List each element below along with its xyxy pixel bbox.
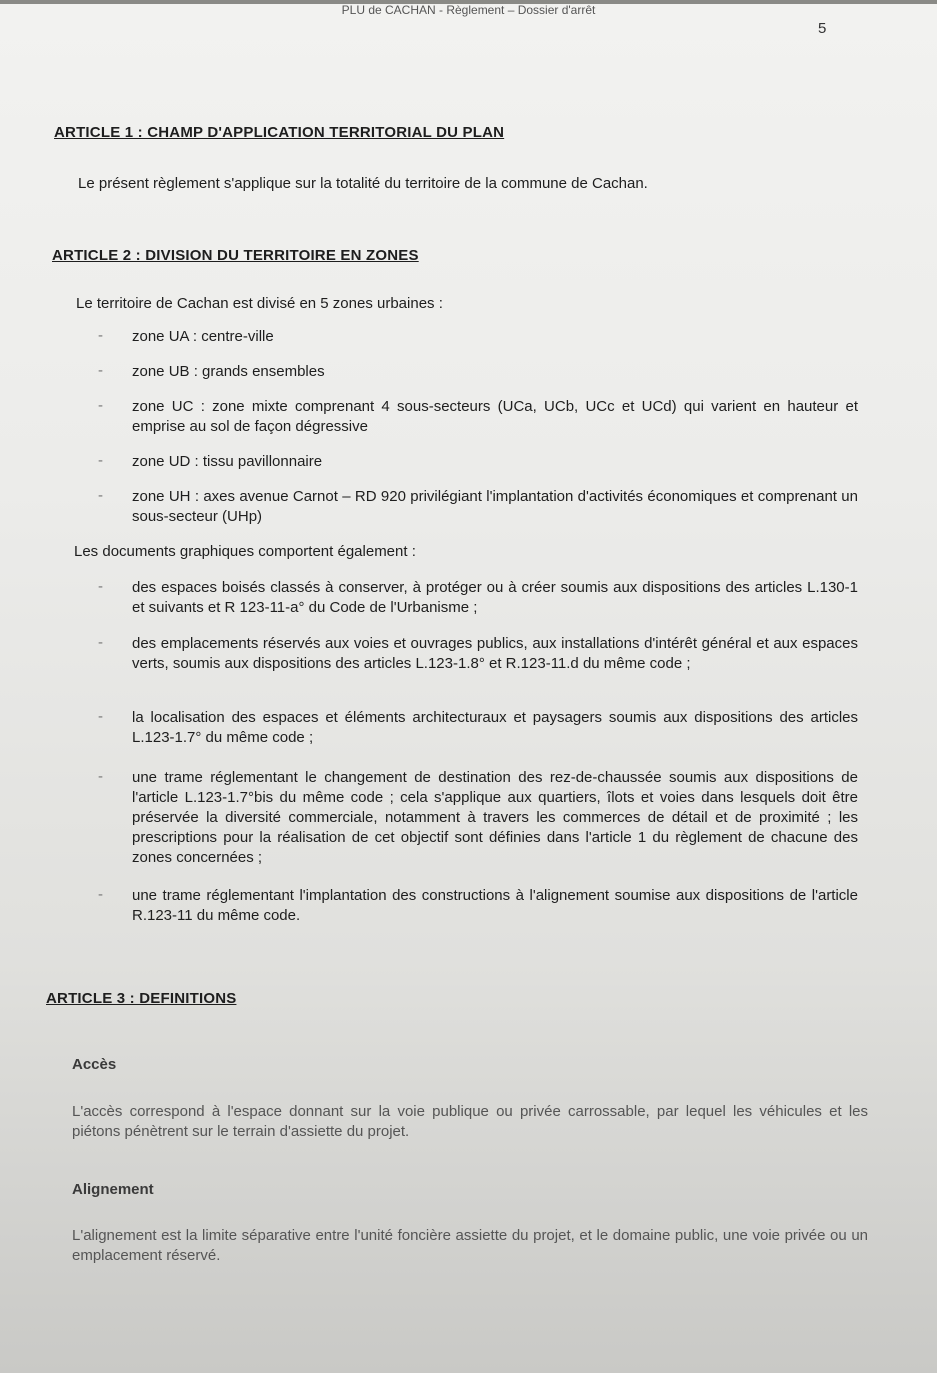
list-item [98,578,858,618]
document-text: la localisation des espaces et éléments architecturaux et paysagers soumis aux dispositions des articles L.123-1.7° du même code ; [132,709,858,746]
article-3-title: ARTICLE 3 : DEFINITIONS [46,990,237,1007]
article-2-intro: Le territoire de Cachan est divisé en 5 zones urbaines : [76,295,443,312]
bullet: - [98,634,103,651]
bullet: - [98,397,103,414]
definition-term: Accès [72,1056,117,1073]
list-item [98,452,858,472]
bullet: - [98,362,103,379]
bullet: - [98,487,103,504]
page-number: 5 [818,20,827,37]
zone-text: zone UC : zone mixte comprenant 4 sous-secteurs (UCa, UCb, UCc et UCd) qui varient en hauteur et emprise au sol de façon dégressive [132,398,858,435]
list-item [98,708,858,748]
list-item [98,362,858,382]
definition-text: L'accès correspond à l'espace donnant sur la voie publique ou privée carrossable, par lequel les véhicules et les piétons pénètrent sur le terrain d'assiette du projet. [72,1103,868,1140]
list-item [98,397,858,437]
bullet: - [98,886,103,903]
list-item [98,327,858,347]
document-text: une trame réglementant le changement de destination des rez-de-chaussée soumis aux dispositions de l'article L.123-1.7°bis du même code ; cela s'applique aux quartiers, îlots et voies dans lesquels doit être préservée la diversité commerciale, notamment à travers les commerces de détail et de proximité ; les prescriptions pour la réalisation de cet objectif sont définies dans l'article 1 du règlement de chacune des zones concernées ; [132,769,858,866]
list-item [98,768,858,868]
bullet: - [98,327,103,344]
documents-intro: Les documents graphiques comportent également : [74,543,416,560]
zone-text: zone UH : axes avenue Carnot – RD 920 privilégiant l'implantation d'activités économiques et comprenant un sous-secteur (UHp) [132,488,858,525]
zone-text: zone UA : centre-ville [132,328,274,345]
list-item [98,634,858,674]
article-1-text: Le présent règlement s'applique sur la totalité du territoire de la commune de Cachan. [78,175,648,192]
definition-term: Alignement [72,1181,154,1198]
list-item [98,487,858,527]
bullet: - [98,708,103,725]
document-text: des emplacements réservés aux voies et ouvrages publics, aux installations d'intérêt général et aux espaces verts, soumis aux dispositions des articles L.123-1.8° et R.123-11.d du même code ; [132,635,858,672]
bullet: - [98,452,103,469]
list-item [98,886,858,926]
running-header: PLU de CACHAN - Règlement – Dossier d'arrêt [341,3,596,17]
bullet: - [98,578,103,595]
article-2-title: ARTICLE 2 : DIVISION DU TERRITOIRE EN ZONES [52,247,419,264]
bullet: - [98,768,103,785]
definition-text: L'alignement est la limite séparative entre l'unité foncière assiette du projet, et le domaine public, une voie privée ou un emplacement réservé. [72,1227,868,1264]
article-1-title: ARTICLE 1 : CHAMP D'APPLICATION TERRITORIAL DU PLAN [54,124,505,141]
document-text: des espaces boisés classés à conserver, à protéger ou à créer soumis aux dispositions des articles L.130-1 et suivants et R 123-11-a° du Code de l'Urbanisme ; [132,579,858,616]
document-text: une trame réglementant l'implantation des constructions à l'alignement soumise aux dispositions de l'article R.123-11 du même code. [132,887,858,924]
zone-text: zone UD : tissu pavillonnaire [132,453,323,470]
zone-text: zone UB : grands ensembles [132,363,325,380]
